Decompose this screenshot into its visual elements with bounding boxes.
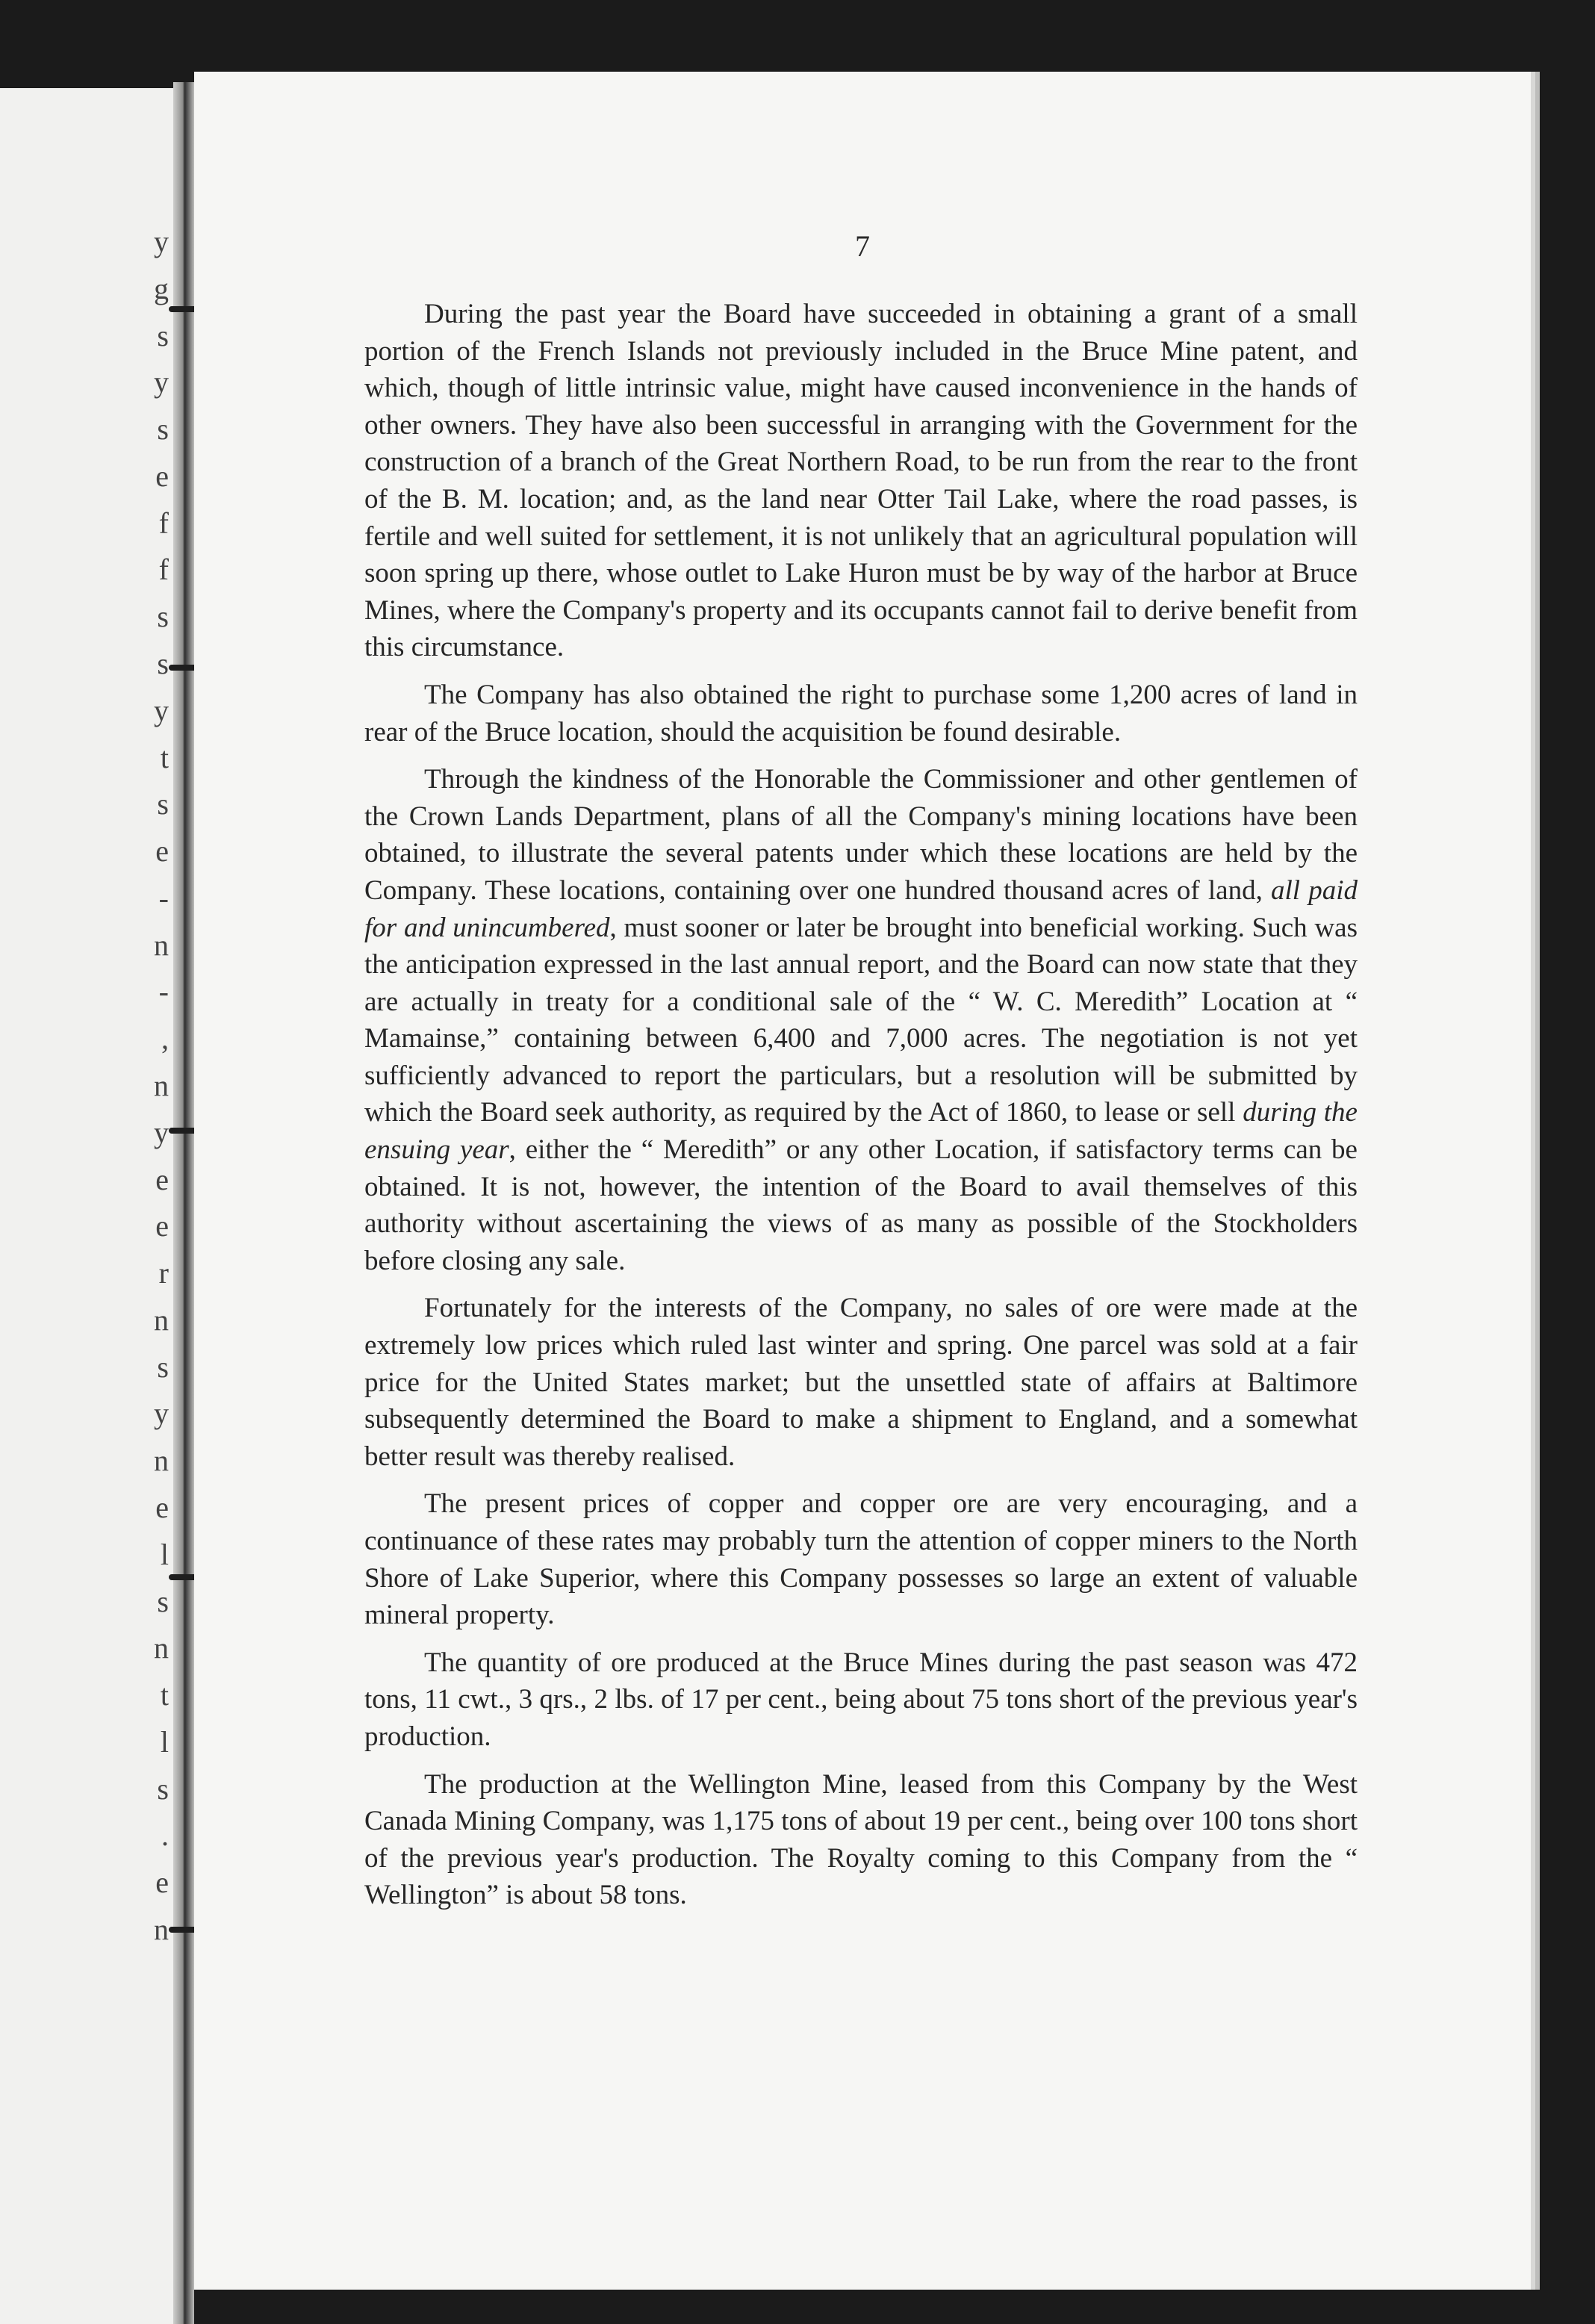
- edge-letter: l: [160, 1537, 169, 1571]
- edge-letter: s: [157, 1771, 169, 1806]
- text-run: Fortunately for the interests of the Company, no sales of ore were made at the extremely low prices which ruled last winter and spring. One parcel was sold at a fair price for the United States market; but the unsettled state of affairs at Baltimore subsequently determined the Board to make a shipment to England, and a somewhat better result was thereby realised.: [364, 1293, 1358, 1472]
- text-run: , must sooner or later be brought into beneficial working. Such was the anticipation expressed in the last annual report, and the Board can now state that they are actually in treaty for a conditional sale of the “ W. C. Meredith” Location at “ Mamainse,” containing between 6,400 and 7,000 acres. The negotiation is not yet sufficiently advanced to report the particulars, but a resolution will be submitted by which the Board seek authority, as required by the Act of 1860, to lease or sell: [364, 912, 1358, 1128]
- edge-letter: s: [157, 412, 169, 447]
- edge-letter: n: [154, 1444, 169, 1478]
- edge-letter: t: [160, 740, 169, 774]
- edge-letter: n: [154, 928, 169, 962]
- edge-letter: y: [154, 225, 169, 258]
- edge-letter: e: [155, 459, 169, 493]
- text-run: The quantity of ore produced at the Bruce Mines during the past season was 472 tons, 11 cwt., 3 qrs., 2 lbs. of 17 per cent., being about 75 tons short of the previous year's production.: [364, 1647, 1358, 1752]
- edge-letter: f: [158, 506, 169, 540]
- edge-letter: s: [157, 318, 169, 352]
- text-run: The Company has also obtained the right to purchase some 1,200 acres of land in rear of the Bruce location, should the acquisition be found desirable.: [364, 679, 1358, 748]
- previous-page-edge: [0, 88, 173, 2324]
- paragraph-3: [364, 761, 1358, 1279]
- edge-letter: n: [154, 1302, 169, 1337]
- paragraph-7: [364, 1766, 1358, 1914]
- edge-letter: e: [155, 1491, 169, 1524]
- edge-letter: s: [157, 647, 169, 680]
- document-page: [194, 72, 1531, 2290]
- paragraph-6: [364, 1644, 1358, 1756]
- edge-letter: y: [154, 693, 169, 727]
- edge-letter: r: [158, 1256, 169, 1290]
- edge-letter: f: [158, 553, 169, 587]
- previous-page-text-fragments: [0, 88, 173, 2324]
- paragraph-2: [364, 677, 1358, 751]
- paragraph-1: [364, 296, 1358, 666]
- edge-letter: s: [157, 1584, 169, 1618]
- edge-letter: e: [155, 1865, 169, 1900]
- edge-letter: .: [161, 1818, 169, 1853]
- edge-letter: s: [157, 787, 169, 821]
- edge-letter: y: [154, 365, 169, 400]
- text-run: The present prices of copper and copper ore are very encouraging, and a continuance of these rates may probably turn the attention of copper miners to the North Shore of Lake Superior, where this Company possesses so large an extent of valuable mineral property.: [364, 1488, 1358, 1631]
- paragraph-5: [364, 1485, 1358, 1633]
- edge-letter: g: [154, 271, 169, 305]
- edge-letter: n: [154, 1631, 169, 1665]
- edge-letter: ,: [161, 1022, 169, 1056]
- paragraph-4: [364, 1290, 1358, 1475]
- edge-letter: l: [160, 1724, 169, 1759]
- italic-phrase: during the ensuing year: [364, 1097, 1358, 1166]
- edge-letter: e: [155, 834, 169, 869]
- edge-letter: -: [158, 880, 169, 915]
- page-number: 7: [855, 229, 870, 263]
- edge-letter: e: [155, 1162, 169, 1196]
- text-run: During the past year the Board have succeeded in obtaining a grant of a small portion of the French Islands not previously included in the Bruce Mine patent, and which, though of little intrinsic value, might have caused inconvenience in the hands of other owners. They have also been successful in arranging with the Government for the construction of a branch of the Great Northern Road, to be run from the rear to the front of the B. M. location; and, as the land near Otter Tail Lake, where the road passes, is fertile and well suited for settlement, it is not unlikely that an agricultural population will soon spring up there, whose outlet to Lake Huron must be by way of the harbor at Bruce Mines, where the Company's property and its occupants cannot fail to derive benefit from this circumstance.: [364, 299, 1358, 663]
- edge-letter: -: [158, 975, 169, 1009]
- edge-letter: s: [157, 1349, 169, 1384]
- edge-letter: e: [155, 1209, 169, 1243]
- italic-phrase: all paid for and unincumbered: [364, 874, 1358, 943]
- edge-letter: n: [154, 1069, 169, 1102]
- text-run: , either the “ Meredith” or any other Location, if satisfactory terms can be obtained. It is not, however, the intention of the Board to avail themselves of this authority without ascertaining the views of as many as possible of the Stockholders before closing any sale.: [364, 1134, 1358, 1276]
- edge-letter: y: [154, 1396, 169, 1431]
- edge-letter: n: [154, 1913, 169, 1946]
- page-body: [364, 296, 1358, 1924]
- text-run: The production at the Wellington Mine, leased from this Company by the West Canada Mining Company, was 1,175 tons of about 19 per cent., being over 100 tons short of the previous year's production. The Royalty coming to this Company from the “ Wellington” is about 58 tons.: [364, 1768, 1358, 1911]
- edge-letter: t: [160, 1678, 169, 1712]
- text-run: Through the kindness of the Honorable the Commissioner and other gentlemen of the Crown Lands Department, plans of all the Company's mining locations have been obtained, to illustrate the several patents under which these locations are held by the Company. These locations, containing over one hundred thousand acres of land,: [364, 764, 1358, 906]
- edge-letter: y: [154, 1115, 169, 1149]
- edge-letter: s: [157, 600, 169, 634]
- binding-gutter: [173, 82, 194, 2324]
